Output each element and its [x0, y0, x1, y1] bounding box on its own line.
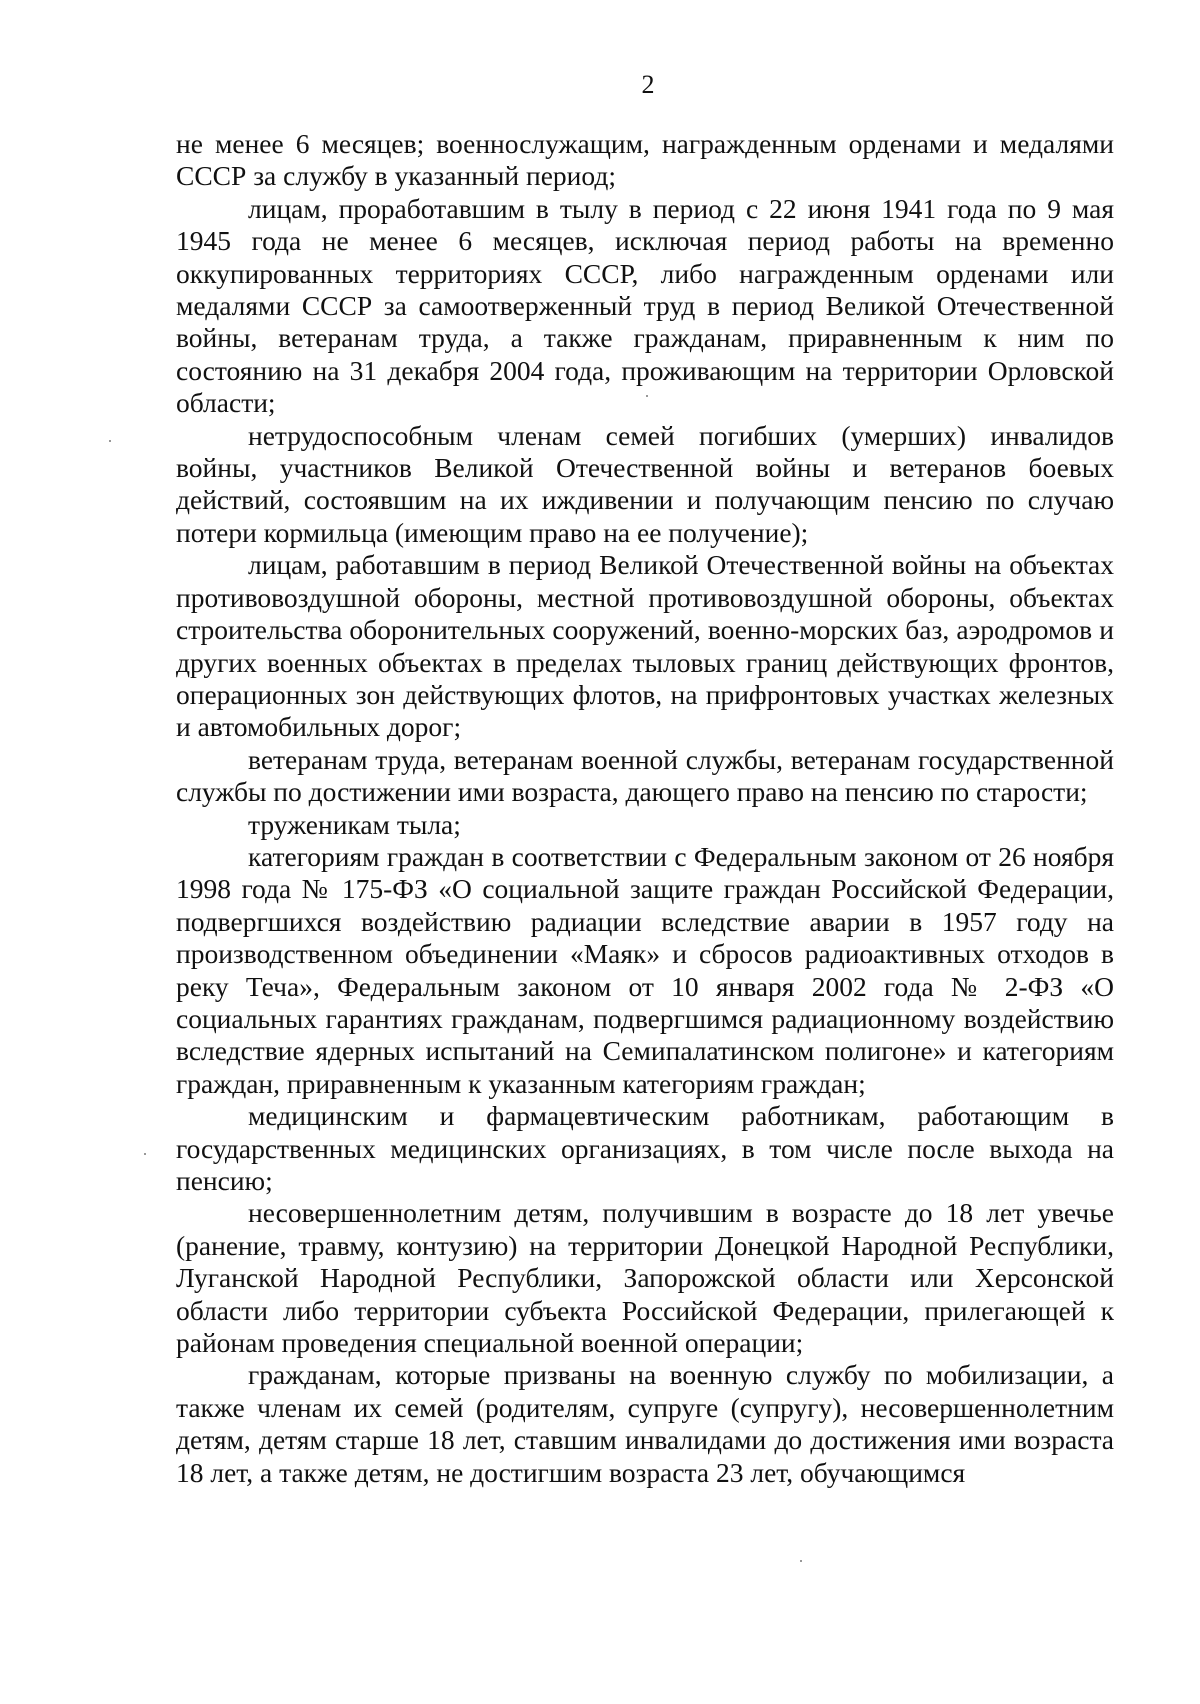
- document-body: [176, 128, 1114, 1489]
- paragraph-5: ветеранам труда, ветеранам военной службы, ветеранам государственной службы по достижении ими возраста, дающего право на пенсию по старости;: [176, 743, 1114, 808]
- paragraph-8: медицинским и фармацевтическим работникам, работающим в государственных медицинских организациях, в том числе после выхода на пенсию;: [176, 1100, 1114, 1196]
- paragraph-6: труженикам тыла;: [248, 808, 461, 840]
- paragraph-1: не менее 6 месяцев; военнослужащим, награжденным орденами и медалями СССР за службу в указанный период;: [176, 128, 1114, 192]
- scan-speck: [109, 440, 111, 442]
- paragraph-4: лицам, работавшим в период Великой Отечественной войны на объектах противовоздушной обороны, местной противовоздушной обороны, объектах строительства оборонительных сооружений, военно-морских баз, аэродромов и других военных объектах в пределах тыловых границ действующих фронтов, операционных зон действующих флотов, на прифронтовых участках железных и автомобильных дорог;: [176, 549, 1114, 743]
- paragraph-2: лицам, проработавшим в тылу в период с 22 июня 1941 года по 9 мая 1945 года не менее 6 месяцев, исключая период работы на временно оккупированных территориях СССР, либо награжденным орденами или медалями СССР за самоотверженный труд в период Великой Отечественной войны, ветеранам труда, а также гражданам, приравненным к ним по состоянию на 31 декабря 2004 года, проживающим на территории Орловской области;: [176, 192, 1114, 419]
- scan-speck: [646, 395, 648, 397]
- scan-speck: [144, 1153, 146, 1155]
- paragraph-9: несовершеннолетним детям, получившим в возрасте до 18 лет увечье (ранение, травму, контузию) на территории Донецкой Народной Республики, Луганской Народной Республики, Запорожской области или Херсонской области либо территории субъекта Российской Федерации, прилегающей к районам проведения специальной военной операции;: [176, 1197, 1114, 1359]
- paragraph-7: категориям граждан в соответствии с Федеральным законом от 26 ноября 1998 года № 175-ФЗ «О социальной защите граждан Российской Федерации, подвергшихся воздействию радиации вследствие аварии в 1957 году на производственном объединении «Маяк» и сбросов радиоактивных отходов в реку Теча», Федеральным законом от 10 января 2002 года № 2-ФЗ «О социальных гарантиях гражданам, подвергшимся радиационному воздействию вследствие ядерных испытаний на Семипалатинском полигоне» и категориям граждан, приравненным к указанным категориям граждан;: [176, 840, 1114, 1099]
- scan-speck: [800, 1560, 802, 1562]
- paragraph-10: гражданам, которые призваны на военную службу по мобилизации, а также членам их семей (родителям, супруге (супругу), несовершеннолетним детям, детям старше 18 лет, ставшим инвалидами до достижения ими возраста 18 лет, а также детям, не достигшим возраста 23 лет, обучающимся: [176, 1359, 1114, 1488]
- page-number: 2: [641, 70, 655, 99]
- paragraph-3: нетрудоспособным членам семей погибших (умерших) инвалидов войны, участников Великой Отечественной войны и ветеранов боевых действий, состоявшим на их иждивении и получающим пенсию по случаю потери кормильца (имеющим право на ее получение);: [176, 419, 1114, 548]
